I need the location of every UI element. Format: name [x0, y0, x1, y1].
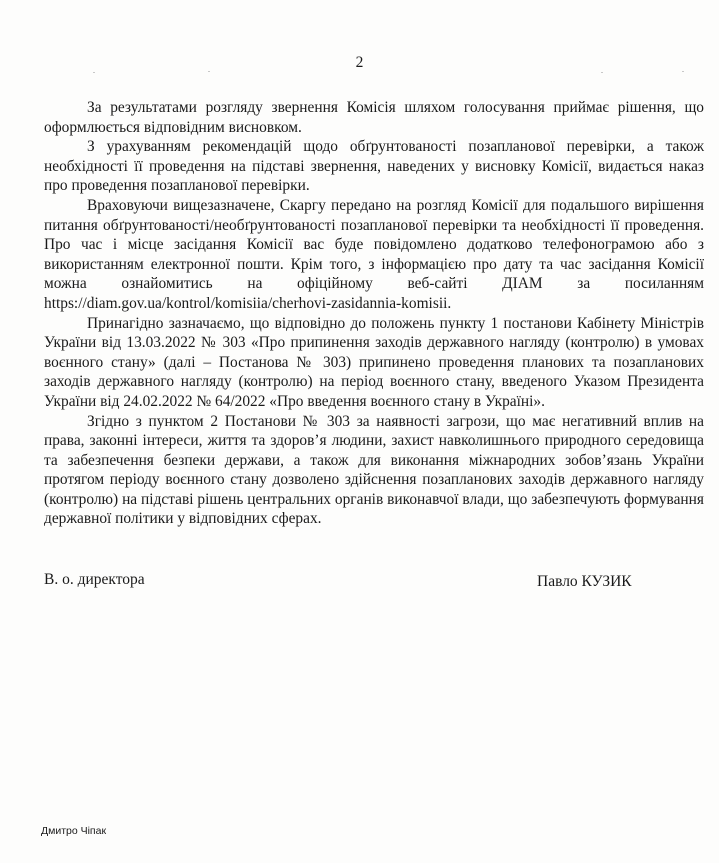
letter-body	[44, 98, 704, 529]
paragraph: Згідно з пунктом 2 Постанови № 303 за наявності загрози, що має негативний вплив на права, законні інтереси, життя та здоров’я людини, захист навколишнього природного середовища та забезпечення безпеки держави, а також для виконання міжнародних зобов’язань України протягом періоду воєнного стану дозволено здійснення позапланових заходів державного нагляду (контролю) на підставі рішень центральних органів виконавчої влади, що забезпечують формування державної політики у відповідних сферах.	[44, 412, 704, 528]
paragraph: За результатами розгляду звернення Комісія шляхом голосування приймає рішення, що оформлюється відповідним висновком.	[44, 99, 704, 136]
signatory-position: В. о. директора	[44, 571, 145, 588]
paragraph: З урахуванням рекомендацій щодо обґрунтованості позапланової перевірки, а також необхідності її проведення на підставі звернення, наведених у висновку Комісії, видається наказ про проведення позапланової перевірки.	[44, 138, 704, 195]
executor-name: Дмитро Чіпак	[41, 825, 107, 837]
scan-speck	[93, 72, 95, 73]
paragraph: Враховуючи вищезазначене, Скаргу передано на розгляд Комісії для подальшого вирішення питання обґрунтованості/необґрунтованості позапланової перевірки та необхідності її проведення. Про час і місце засідання Комісії вас буде повідомлено додатково телефонограмою або з використанням електронної пошти. Крім того, з інформацією про дату та час засідання Комісії можна ознайомитись на офіційному веб-сайті ДІАМ за посиланням https://diam.gov.ua/kontrol/komisiia/cherhovi-zasidannia-komisii.	[44, 196, 704, 312]
scan-speck	[601, 72, 603, 73]
paragraph: Принагідно зазначаємо, що відповідно до положень пункту 1 постанови Кабінету Міністрів України від 13.03.2022 № 303 «Про припинення заходів державного нагляду (контролю) в умовах воєнного стану» (далі – Постанова № 303) припинено проведення планових та позапланових заходів державного нагляду (контролю) на період воєнного стану, введеного Указом Президента України від 24.02.2022 № 64/2022 «Про введення воєнного стану в Україні».	[44, 314, 704, 410]
signatory-name: Павло КУЗИК	[537, 573, 632, 590]
page-number: 2	[355, 54, 364, 71]
